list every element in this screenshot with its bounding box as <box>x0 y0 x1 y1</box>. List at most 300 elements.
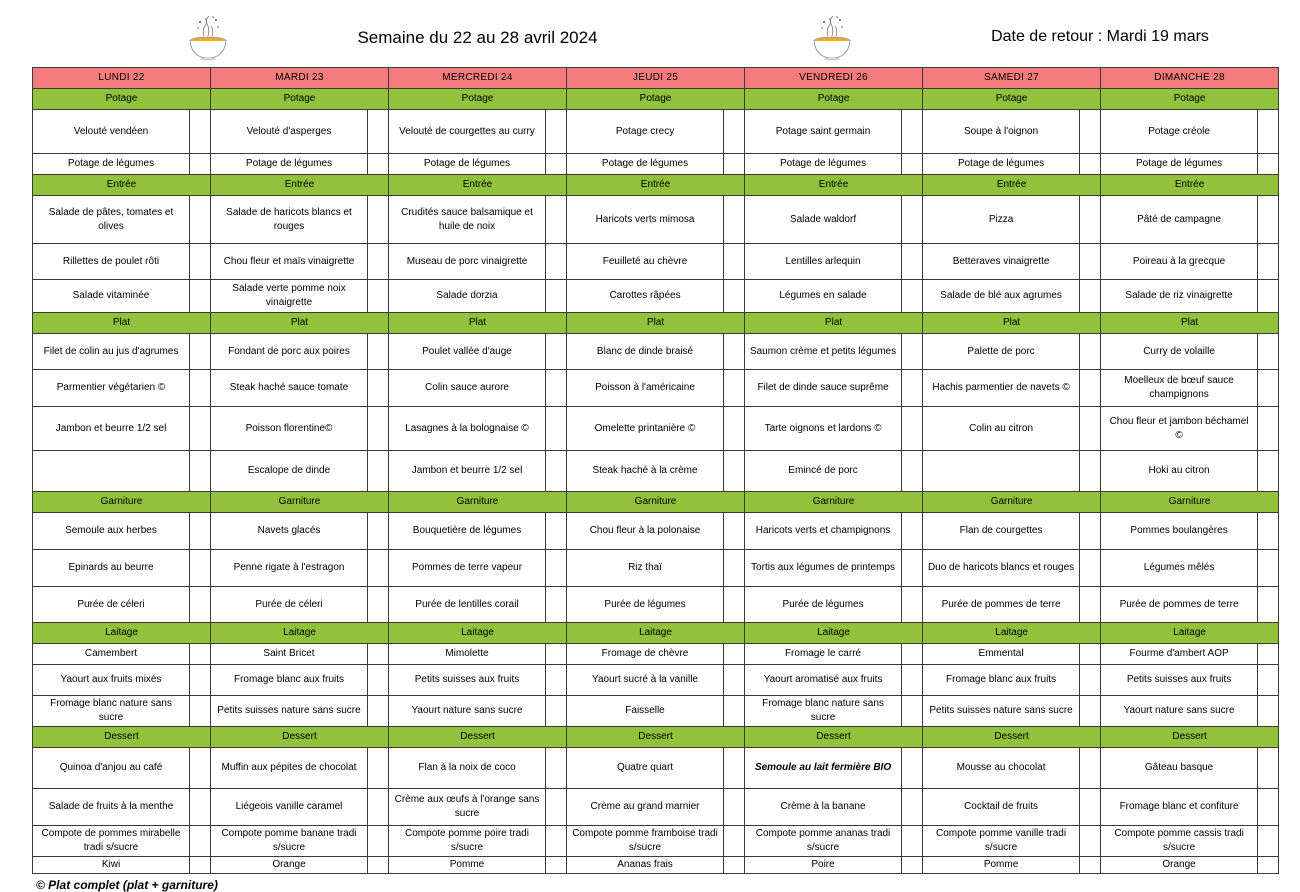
choice-box[interactable] <box>1080 748 1101 789</box>
choice-box[interactable] <box>368 370 389 407</box>
choice-box[interactable] <box>724 587 745 623</box>
choice-box[interactable] <box>546 789 567 826</box>
menu-item: Feuilleté au chèvre <box>567 244 724 280</box>
menu-item: Salade de riz vinaigrette <box>1101 280 1258 313</box>
choice-box[interactable] <box>546 407 567 451</box>
menu-item: Carottes râpées <box>567 280 724 313</box>
choice-box[interactable] <box>368 407 389 451</box>
menu-item: Chou fleur à la polonaise <box>567 513 724 550</box>
choice-box[interactable] <box>902 244 923 280</box>
choice-box[interactable] <box>546 110 567 154</box>
soup-bowl-icon <box>810 14 854 62</box>
menu-item: Hoki au citron <box>1101 451 1258 492</box>
section-header: Laitage <box>923 623 1101 644</box>
choice-box[interactable] <box>1258 370 1279 407</box>
choice-box[interactable] <box>546 587 567 623</box>
choice-box[interactable] <box>546 280 567 313</box>
choice-box[interactable] <box>1080 587 1101 623</box>
menu-item: Purée de céleri <box>211 587 368 623</box>
choice-box[interactable] <box>190 154 211 175</box>
menu-item: Crudités sauce balsamique et huile de noix <box>389 196 546 244</box>
section-header: Dessert <box>389 727 567 748</box>
footnote: © Plat complet (plat + garniture) <box>36 878 218 892</box>
menu-item: Yaourt aromatisé aux fruits <box>745 665 902 696</box>
menu-item: Liégeois vanille caramel <box>211 789 368 826</box>
choice-box[interactable] <box>546 244 567 280</box>
menu-item: Emincé de porc <box>745 451 902 492</box>
choice-box[interactable] <box>1080 196 1101 244</box>
menu-item: Museau de porc vinaigrette <box>389 244 546 280</box>
choice-box[interactable] <box>902 280 923 313</box>
menu-item: Duo de haricots blancs et rouges <box>923 550 1080 587</box>
choice-box[interactable] <box>1258 451 1279 492</box>
menu-item: Flan à la noix de coco <box>389 748 546 789</box>
choice-box[interactable] <box>724 154 745 175</box>
day-header: MARDI 23 <box>211 68 389 89</box>
table-row <box>33 196 1279 244</box>
choice-box[interactable] <box>1080 154 1101 175</box>
day-header: JEUDI 25 <box>567 68 745 89</box>
choice-box[interactable] <box>724 789 745 826</box>
choice-box[interactable] <box>546 370 567 407</box>
section-header: Potage <box>923 89 1101 110</box>
choice-box[interactable] <box>1258 244 1279 280</box>
menu-item: Fromage blanc aux fruits <box>923 665 1080 696</box>
choice-box[interactable] <box>1258 550 1279 587</box>
choice-box[interactable] <box>368 550 389 587</box>
table-row <box>33 665 1279 696</box>
choice-box[interactable] <box>1080 110 1101 154</box>
choice-box[interactable] <box>368 665 389 696</box>
menu-item: Salade verte pomme noix vinaigrette <box>211 280 368 313</box>
choice-box[interactable] <box>1080 280 1101 313</box>
choice-box[interactable] <box>368 587 389 623</box>
choice-box[interactable] <box>190 370 211 407</box>
menu-table <box>32 67 1279 874</box>
menu-item: Potage créole <box>1101 110 1258 154</box>
menu-item: Crème à la banane <box>745 789 902 826</box>
choice-box[interactable] <box>546 857 567 874</box>
menu-item: Poireau à la grecque <box>1101 244 1258 280</box>
section-header: Laitage <box>567 623 745 644</box>
choice-box[interactable] <box>368 513 389 550</box>
choice-box[interactable] <box>902 644 923 665</box>
choice-box[interactable] <box>902 789 923 826</box>
menu-item: Yaourt nature sans sucre <box>1101 696 1258 727</box>
menu-item: Compote de pommes mirabelle tradi s/sucre <box>33 826 190 857</box>
table-row <box>33 513 1279 550</box>
choice-box[interactable] <box>902 196 923 244</box>
section-header: Dessert <box>923 727 1101 748</box>
choice-box[interactable] <box>1258 154 1279 175</box>
table-row <box>33 175 1279 196</box>
section-header: Dessert <box>567 727 745 748</box>
menu-item: Légumes en salade <box>745 280 902 313</box>
menu-item: Purée de lentilles corail <box>389 587 546 623</box>
section-header: Potage <box>211 89 389 110</box>
menu-item: Faisselle <box>567 696 724 727</box>
menu-item: Curry de volaille <box>1101 334 1258 370</box>
choice-box[interactable] <box>724 280 745 313</box>
choice-box[interactable] <box>1258 665 1279 696</box>
choice-box[interactable] <box>546 334 567 370</box>
choice-box[interactable] <box>1258 748 1279 789</box>
section-header: Laitage <box>389 623 567 644</box>
menu-item: Pommes boulangères <box>1101 513 1258 550</box>
choice-box[interactable] <box>1258 644 1279 665</box>
menu-item: Poulet vallée d'auge <box>389 334 546 370</box>
choice-box[interactable] <box>368 110 389 154</box>
choice-box[interactable] <box>1080 407 1101 451</box>
menu-item: Fromage blanc aux fruits <box>211 665 368 696</box>
menu-item: Semoule aux herbes <box>33 513 190 550</box>
menu-item: Camembert <box>33 644 190 665</box>
choice-box[interactable] <box>190 244 211 280</box>
menu-item: Compote pomme cassis tradi s/sucre <box>1101 826 1258 857</box>
table-row <box>33 280 1279 313</box>
choice-box[interactable] <box>1258 110 1279 154</box>
choice-box[interactable] <box>1080 370 1101 407</box>
choice-box[interactable] <box>724 857 745 874</box>
menu-item: Emmental <box>923 644 1080 665</box>
choice-box[interactable] <box>546 513 567 550</box>
menu-item: Soupe à l'oignon <box>923 110 1080 154</box>
choice-box[interactable] <box>902 513 923 550</box>
section-header: Entrée <box>211 175 389 196</box>
menu-item: Petits suisses nature sans sucre <box>923 696 1080 727</box>
menu-item: Cocktail de fruits <box>923 789 1080 826</box>
choice-box[interactable] <box>724 110 745 154</box>
choice-box[interactable] <box>724 513 745 550</box>
choice-box[interactable] <box>902 748 923 789</box>
menu-item: Fromage de chèvre <box>567 644 724 665</box>
menu-item: Penne rigate à l'estragon <box>211 550 368 587</box>
section-header: Laitage <box>1101 623 1279 644</box>
menu-item: Bouquetière de légumes <box>389 513 546 550</box>
section-header: Garniture <box>33 492 211 513</box>
table-row <box>33 370 1279 407</box>
choice-box[interactable] <box>902 857 923 874</box>
menu-item: Orange <box>1101 857 1258 874</box>
menu-item: Compote pomme ananas tradi s/sucre <box>745 826 902 857</box>
menu-item: Poisson à l'américaine <box>567 370 724 407</box>
menu-item: Potage de légumes <box>567 154 724 175</box>
menu-item: Quatre quart <box>567 748 724 789</box>
choice-box[interactable] <box>190 748 211 789</box>
choice-box[interactable] <box>1080 451 1101 492</box>
table-row <box>33 696 1279 727</box>
table-row <box>33 623 1279 644</box>
choice-box[interactable] <box>724 244 745 280</box>
choice-box[interactable] <box>190 334 211 370</box>
menu-item: Lentilles arlequin <box>745 244 902 280</box>
choice-box[interactable] <box>724 644 745 665</box>
menu-item: Petits suisses aux fruits <box>1101 665 1258 696</box>
menu-item: Tortis aux légumes de printemps <box>745 550 902 587</box>
choice-box[interactable] <box>902 407 923 451</box>
menu-item: Potage saint germain <box>745 110 902 154</box>
menu-item: Salade dorzia <box>389 280 546 313</box>
choice-box[interactable] <box>902 826 923 857</box>
menu-item: Yaourt nature sans sucre <box>389 696 546 727</box>
choice-box[interactable] <box>546 748 567 789</box>
menu-item: Quinoa d'anjou au café <box>33 748 190 789</box>
choice-box[interactable] <box>368 789 389 826</box>
table-row <box>33 407 1279 451</box>
menu-item: Petits suisses aux fruits <box>389 665 546 696</box>
menu-item: Crème aux œufs à l'orange sans sucre <box>389 789 546 826</box>
menu-item: Potage de légumes <box>745 154 902 175</box>
menu-item: Colin au citron <box>923 407 1080 451</box>
menu-item: Salade de blé aux agrumes <box>923 280 1080 313</box>
choice-box[interactable] <box>190 826 211 857</box>
menu-item: Pizza <box>923 196 1080 244</box>
choice-box[interactable] <box>1258 696 1279 727</box>
menu-item: Moelleux de bœuf sauce champignons <box>1101 370 1258 407</box>
choice-box[interactable] <box>1080 665 1101 696</box>
choice-box[interactable] <box>190 696 211 727</box>
choice-box[interactable] <box>190 550 211 587</box>
choice-box[interactable] <box>724 748 745 789</box>
table-row <box>33 587 1279 623</box>
choice-box[interactable] <box>368 334 389 370</box>
choice-box[interactable] <box>368 696 389 727</box>
menu-item: Purée de pommes de terre <box>923 587 1080 623</box>
choice-box[interactable] <box>902 587 923 623</box>
section-header: Entrée <box>567 175 745 196</box>
section-header: Entrée <box>745 175 923 196</box>
section-header: Plat <box>389 313 567 334</box>
section-header: Garniture <box>211 492 389 513</box>
choice-box[interactable] <box>1080 644 1101 665</box>
choice-box[interactable] <box>724 665 745 696</box>
choice-box[interactable] <box>190 280 211 313</box>
choice-box[interactable] <box>1258 407 1279 451</box>
choice-box[interactable] <box>1258 826 1279 857</box>
menu-item: Potage de légumes <box>1101 154 1258 175</box>
return-date: Date de retour : Mardi 19 mars <box>991 28 1209 45</box>
choice-box[interactable] <box>368 826 389 857</box>
table-row <box>33 492 1279 513</box>
table-row <box>33 826 1279 857</box>
menu-item: Colin sauce aurore <box>389 370 546 407</box>
table-row <box>33 857 1279 874</box>
menu-item: Blanc de dinde braisé <box>567 334 724 370</box>
table-row <box>33 748 1279 789</box>
choice-box[interactable] <box>1080 244 1101 280</box>
menu-table-container <box>32 67 1279 874</box>
choice-box[interactable] <box>190 407 211 451</box>
choice-box[interactable] <box>368 748 389 789</box>
menu-item: Epinards au beurre <box>33 550 190 587</box>
choice-box[interactable] <box>1258 857 1279 874</box>
choice-box[interactable] <box>546 451 567 492</box>
page-title: Semaine du 22 au 28 avril 2024 <box>357 28 598 47</box>
menu-item: Pomme <box>389 857 546 874</box>
menu-item: Escalope de dinde <box>211 451 368 492</box>
menu-item: Steak haché à la crème <box>567 451 724 492</box>
menu-item: Riz thaï <box>567 550 724 587</box>
menu-item: Pommes de terre vapeur <box>389 550 546 587</box>
choice-box[interactable] <box>902 110 923 154</box>
choice-box[interactable] <box>190 644 211 665</box>
section-header: Laitage <box>211 623 389 644</box>
choice-box[interactable] <box>368 196 389 244</box>
menu-item: Velouté de courgettes au curry <box>389 110 546 154</box>
menu-item: Navets glacés <box>211 513 368 550</box>
menu-item: Ananas frais <box>567 857 724 874</box>
choice-box[interactable] <box>190 789 211 826</box>
menu-item: Jambon et beurre 1/2 sel <box>33 407 190 451</box>
choice-box[interactable] <box>546 826 567 857</box>
choice-box[interactable] <box>724 370 745 407</box>
section-header: Laitage <box>33 623 211 644</box>
menu-item: Fourme d'ambert AOP <box>1101 644 1258 665</box>
choice-box[interactable] <box>190 110 211 154</box>
section-header: Dessert <box>745 727 923 748</box>
choice-box[interactable] <box>1080 550 1101 587</box>
menu-item: Compote pomme framboise tradi s/sucre <box>567 826 724 857</box>
menu-item: Saumon crème et petits légumes <box>745 334 902 370</box>
choice-box[interactable] <box>724 696 745 727</box>
menu-item: Pomme <box>923 857 1080 874</box>
section-header: Entrée <box>1101 175 1279 196</box>
menu-item: Velouté d'asperges <box>211 110 368 154</box>
choice-box[interactable] <box>190 587 211 623</box>
menu-item: Petits suisses nature sans sucre <box>211 696 368 727</box>
choice-box[interactable] <box>902 370 923 407</box>
choice-box[interactable] <box>190 451 211 492</box>
choice-box[interactable] <box>1258 789 1279 826</box>
choice-box[interactable] <box>368 857 389 874</box>
choice-box[interactable] <box>546 696 567 727</box>
choice-box[interactable] <box>190 665 211 696</box>
menu-item: Chou fleur et jambon béchamel © <box>1101 407 1258 451</box>
choice-box[interactable] <box>368 154 389 175</box>
menu-item: Légumes mêlés <box>1101 550 1258 587</box>
choice-box[interactable] <box>368 451 389 492</box>
choice-box[interactable] <box>368 280 389 313</box>
section-header: Entrée <box>389 175 567 196</box>
section-header: Plat <box>923 313 1101 334</box>
menu-item: Fromage le carré <box>745 644 902 665</box>
menu-item: Orange <box>211 857 368 874</box>
choice-box[interactable] <box>1080 789 1101 826</box>
menu-item: Chou fleur et maïs vinaigrette <box>211 244 368 280</box>
choice-box[interactable] <box>190 196 211 244</box>
day-header: LUNDI 22 <box>33 68 211 89</box>
menu-item: Palette de porc <box>923 334 1080 370</box>
choice-box[interactable] <box>190 513 211 550</box>
choice-box[interactable] <box>902 696 923 727</box>
choice-box[interactable] <box>902 550 923 587</box>
menu-item: Gâteau basque <box>1101 748 1258 789</box>
section-header: Potage <box>389 89 567 110</box>
section-header: Laitage <box>745 623 923 644</box>
choice-box[interactable] <box>1080 696 1101 727</box>
menu-item: Compote pomme poire tradi s/sucre <box>389 826 546 857</box>
day-header: VENDREDI 26 <box>745 68 923 89</box>
section-header: Plat <box>567 313 745 334</box>
choice-box[interactable] <box>724 826 745 857</box>
section-header: Dessert <box>33 727 211 748</box>
choice-box[interactable] <box>1080 826 1101 857</box>
menu-item: Purée de légumes <box>567 587 724 623</box>
choice-box[interactable] <box>724 407 745 451</box>
table-row <box>33 451 1279 492</box>
section-header: Garniture <box>1101 492 1279 513</box>
section-header: Dessert <box>1101 727 1279 748</box>
choice-box[interactable] <box>1258 513 1279 550</box>
choice-box[interactable] <box>902 334 923 370</box>
menu-item: Flan de courgettes <box>923 513 1080 550</box>
choice-box[interactable] <box>368 644 389 665</box>
choice-box[interactable] <box>1258 280 1279 313</box>
table-row <box>33 89 1279 110</box>
choice-box[interactable] <box>902 665 923 696</box>
menu-item: Semoule au lait fermière BIO <box>745 748 902 789</box>
section-header: Garniture <box>745 492 923 513</box>
choice-box[interactable] <box>1080 334 1101 370</box>
menu-item <box>33 451 190 492</box>
choice-box[interactable] <box>368 244 389 280</box>
choice-box[interactable] <box>1258 587 1279 623</box>
menu-item: Potage de légumes <box>923 154 1080 175</box>
choice-box[interactable] <box>724 550 745 587</box>
table-row <box>33 244 1279 280</box>
section-header: Plat <box>33 313 211 334</box>
choice-box[interactable] <box>902 451 923 492</box>
choice-box[interactable] <box>546 550 567 587</box>
section-header: Entrée <box>33 175 211 196</box>
section-header: Potage <box>745 89 923 110</box>
menu-item: Jambon et beurre 1/2 sel <box>389 451 546 492</box>
choice-box[interactable] <box>190 857 211 874</box>
table-row <box>33 789 1279 826</box>
choice-box[interactable] <box>546 644 567 665</box>
choice-box[interactable] <box>1080 513 1101 550</box>
menu-item: Crème au grand marnier <box>567 789 724 826</box>
menu-item: Steak haché sauce tomate <box>211 370 368 407</box>
menu-item: Hachis parmentier de navets © <box>923 370 1080 407</box>
menu-item: Potage crecy <box>567 110 724 154</box>
section-header: Garniture <box>923 492 1101 513</box>
choice-box[interactable] <box>724 334 745 370</box>
choice-box[interactable] <box>546 154 567 175</box>
menu-item: Fromage blanc et confiture <box>1101 789 1258 826</box>
menu-item: Pâté de campagne <box>1101 196 1258 244</box>
choice-box[interactable] <box>724 451 745 492</box>
choice-box[interactable] <box>1080 857 1101 874</box>
menu-item: Salade de pâtes, tomates et olives <box>33 196 190 244</box>
choice-box[interactable] <box>546 665 567 696</box>
menu-item: Betteraves vinaigrette <box>923 244 1080 280</box>
menu-item: Salade vitaminée <box>33 280 190 313</box>
choice-box[interactable] <box>902 154 923 175</box>
day-header: DIMANCHE 28 <box>1101 68 1279 89</box>
section-header: Plat <box>1101 313 1279 334</box>
menu-item: Omelette printanière © <box>567 407 724 451</box>
menu-item: Filet de dinde sauce suprême <box>745 370 902 407</box>
menu-item: Potage de légumes <box>211 154 368 175</box>
choice-box[interactable] <box>724 196 745 244</box>
choice-box[interactable] <box>546 196 567 244</box>
choice-box[interactable] <box>1258 196 1279 244</box>
section-header: Plat <box>211 313 389 334</box>
menu-item: Potage de légumes <box>33 154 190 175</box>
choice-box[interactable] <box>1258 334 1279 370</box>
menu-item: Haricots verts et champignons <box>745 513 902 550</box>
